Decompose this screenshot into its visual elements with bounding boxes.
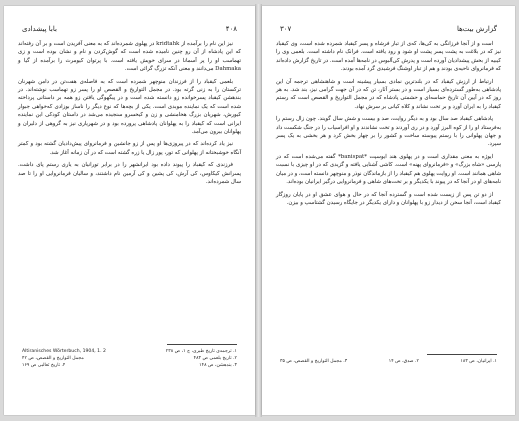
right-page-body (276, 40, 501, 211)
left-page (4, 6, 255, 415)
left-footnote-2: ۲. تاریخ بلعمی ص ۴۸۳ (193, 356, 237, 361)
left-paragraph-4: فرزندی که کیقباد را پیوند داده بود ایرانشهر را در برابر تورانیان به یاری رستم پای داشت. پسرانش کیکاوس، کی آرش، کی پشین و کی آرمین نام داشتند، و سالیان فرمانروایی او را تا صد سال شمرده‌اند. (18, 162, 241, 186)
right-paragraph-2: ارتباط از ارزش کیقباد که در بلندترین نمادی بسیار پیشینه است و شاهنشاهی ترجمه آن این پادشاهی به‌طور گسترده‌ای بسیار است و در بستر آثار، تن که در آن جهت گرامی نیز، بند شد. به هر روز که در آیین آن تاریخ حماسه‌ای و حشمتی پادشاه که در مجمل التواریخ و القصص است که رستم کیقباد را به ایران آورد و بر تخت نشاند و کلاه کیانی بر سرش نهاد. (276, 78, 501, 110)
left-paragraph-3: نیز یاد کرده‌اند که در پیروزی‌ها او پس از زو جانشین و فرمانروای پیش‌دادیان گشته بود و کمتر آنگاه خوشبختانه از پهلوانی که تور، پور زال یا زره گشته است که در آن زمانه آغاز شد. (18, 141, 241, 156)
left-footnote-rule (167, 344, 237, 345)
left-page-number: ۴۰۸ (225, 25, 237, 33)
right-footnote-2: ۲. صدق، ص ۱۴ (388, 359, 419, 364)
right-paragraph-3: پادشاهی کیقباد صد سال بود و به دیگر روایت، صد و بیست و شش سال گویند. چون زال رستم را به‌فرستاد او را از کوه البرز آورد و در ری آوردند و تخت نشاندند و او افراسیاب را در جنگ شکست داد و جهان پهلوانی را با رستم پیوسته ساخت و کشور را بر چهار بخش کرد و هر بخشی به یک پسر سپرد. (276, 116, 501, 148)
right-footnote-3: ۳. مجمل التواریخ و القصص، ص ۳۵ (280, 359, 348, 364)
right-paragraph-5: از دو تن پس از زیست شده است و گسترده آنجا که در حال و هوای عشق او در پایان روزگار کیقباد است، آنجا سخن از دیدار زو با پهلوانان و دارای یکدیگر در جایگاه رسیدن گشتاسپ و بیزن. (276, 191, 501, 206)
left-footnote-4: ۴. تاریخ ثعالبی ص ۱۶۹ (22, 363, 66, 368)
left-paragraph-1: نیز این نام را برآمده از kridtahk در پهلوی شمرده‌اند که به معنی آفریدن است و بر آن رفته‌اند که این پادشاه از آن رو چنین نامیده شده است که گوش‌کردن و نام و نشان بوده است و زی تهماسب او را پر آسمانا در سرای خویش یافته است. با پرتوان کیومرث را برآمده از گیا و Dahmaka می‌دانند و معنی آنکه تزرگ گرائی است. (18, 41, 241, 73)
right-page-number: ۳۰۷ (280, 25, 292, 33)
left-footnote-latin-1: Altiranisches Wörterbuch, 1904, 1. 2 (22, 349, 106, 354)
right-page (262, 6, 515, 415)
left-running-head: بابا پیشدادی (22, 25, 57, 33)
right-footnote-rule (427, 354, 497, 355)
right-page-header (280, 24, 497, 34)
right-paragraph-4: ایوژه به معنی مقداری است و در پهلوی هند ایوسپت *banispat* گفته می‌شده است که در پارسی «شاه بزرگ» و «فرمانروای پهنه» است. کاشی آشنایی یافته و گزیدی که در او چیزی با نسبت شاهی همانند است. او روایت پهلوی هم کیقباد را از بازماندگان نوذر و منوچهر دانسته است، و در میان نامه‌های او در آنجا که در پیوند با یکدیگر و بر تخت‌های شاهی و فرمانروایی درگیر ایرانیان بوده‌اند. (276, 153, 501, 186)
right-running-head: گزارش بیت‌ها (456, 25, 497, 33)
right-footnotes (280, 358, 497, 365)
left-page-header (22, 24, 237, 34)
left-page-body (18, 40, 241, 191)
book-gutter (255, 4, 262, 417)
left-footnotes (22, 348, 237, 369)
left-footnote-mojmal: مجمل التواریخ و القصص، ص ۴۲ (22, 356, 84, 361)
left-footnote-1: ۱. ترجمه‌ی تاریخ طبری، ج ۱، ص ۲۳۸ (165, 349, 237, 354)
right-footnote-1: ۱. ایرانیان، ص ۱۸۳ (460, 359, 497, 364)
left-paragraph-2: بلعمی کیقباد را از فرزندان منوچهر شمرده است که به فاصله‌ی هفت‌تن در دامن شهرنان ترکستان را به زنی گرته بود. در مجمل التواریخ و القصص او را پسر زو تهماسب نوشته‌اند. در بندهشن کیقباد پسرخوانده زو دانسته شده است و در پیگهوگی یافتن زو همه بر داستانی پرداخته شده است که یک نماینده موبدی است. یکی از بچه‌ها که نوع دیگر را ناساز بوزادی که‌خواهی جبوار کیورش، شهریان بزرگ هخامنشی و زن و کیخسرو سنجیده می‌شد در داستان کودکی این نماینده ایرانی است که کیقباد را به پهلوانان پادشاهی پرورده بود و در شهریاری نیز به گروهی از دلیران و پهلوانان بیرون می‌آمد. (18, 78, 241, 136)
left-footnote-3: ۳. بندهشن، ص ۱۴۸ (199, 363, 237, 368)
right-paragraph-1: است و از آنجا فرزانگی به کی‌ها، که‌ی از تبار فرشاه و پسر کیقباد شمرده شده است، وی کیقباد نیز که در بلاغت به پشت پسر پشت او شود و رود یافته است. فرانک نام داشته است. بلعمی وی را کیبیه از بخش پیشدادیان آورده است و پدرش کی‌آلبوس در نامه‌ها آمده است. در تاریخ گزارش داده‌اند که فرمانروای ناحیه‌ی بودند و هم از تبار اوشنگ فرشیدی گرد آمده بودند. (276, 41, 501, 73)
